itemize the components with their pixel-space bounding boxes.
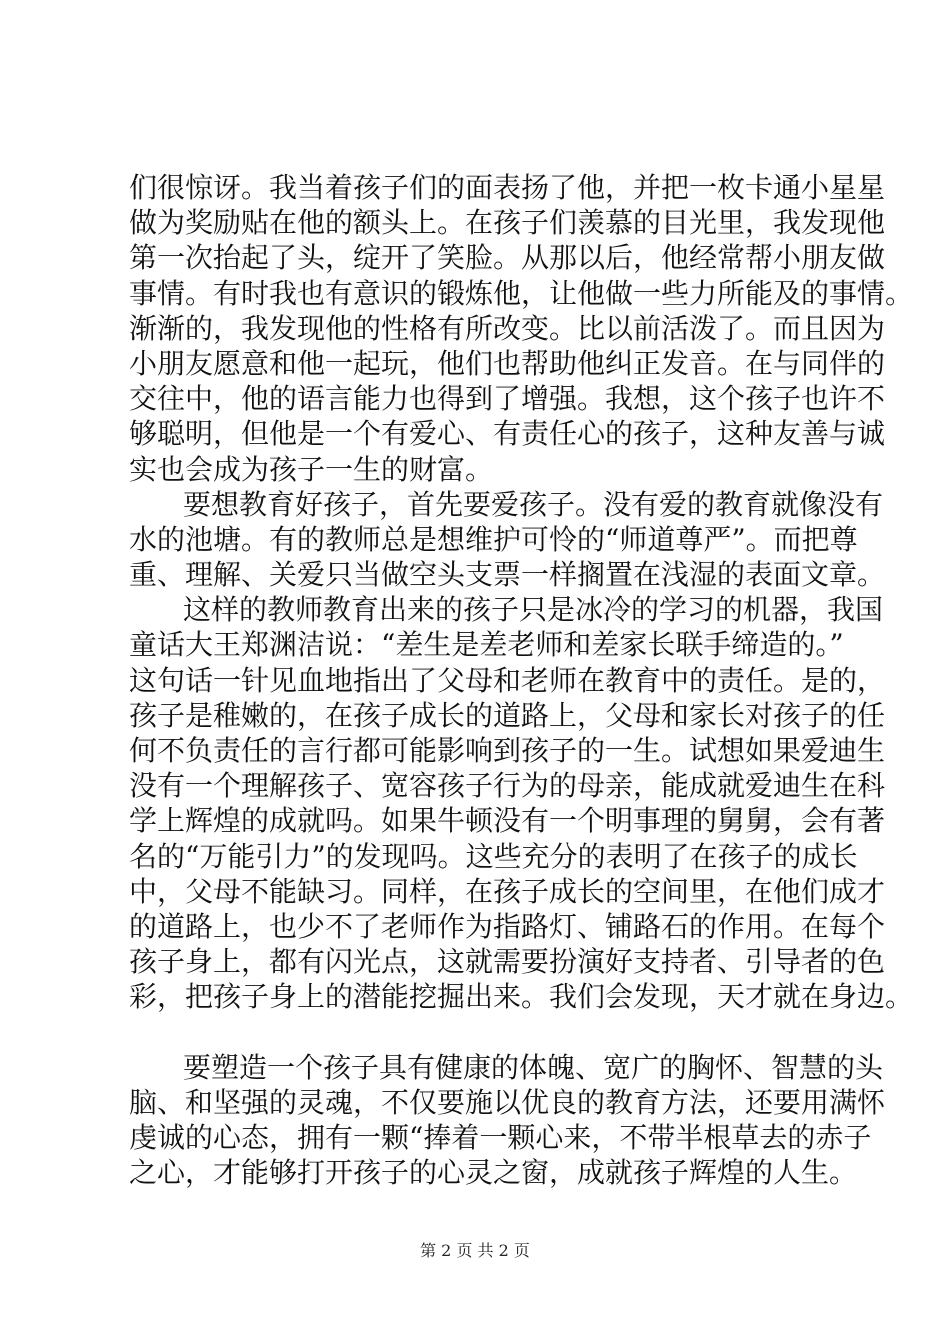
- text-line: 这句话一针见血地指出了父母和老师在教育中的责任。是的，: [129, 663, 886, 697]
- text-line: 的道路上，也少不了老师作为指路灯、铺路石的作用。在每个: [129, 909, 886, 943]
- text-line: 孩子身上，都有闪光点，这就需要扮演好支持者、引导者的色: [129, 945, 886, 979]
- text-line: 名的“万能引力”的发现吗。这些充分的表明了在孩子的成长: [129, 839, 858, 873]
- text-line: 小朋友愿意和他一起玩，他们也帮助他纠正发音。在与同伴的: [129, 346, 886, 380]
- text-line: 水的池塘。有的教师总是想维护可怜的“师道尊严”。而把尊: [129, 522, 858, 556]
- text-line: 虔诚的心态，拥有一颗“捧着一颗心来，不带半根草去的赤子: [129, 1121, 872, 1155]
- text-line: 第一次抬起了头，绽开了笑脸。从那以后，他经常帮小朋友做: [129, 241, 886, 275]
- page-number-label: 第 2 页 共 2 页: [420, 1241, 530, 1260]
- document-body: [129, 170, 914, 1190]
- text-line: 要塑造一个孩子具有健康的体魄、宽广的胸怀、智慧的头: [183, 1050, 884, 1084]
- text-line: 事情。有时我也有意识的锻炼他，让他做一些力所能及的事情。: [129, 276, 914, 310]
- text-line: 中，父母不能缺习。同样，在孩子成长的空间里，在他们成才: [129, 874, 886, 908]
- text-line: 实也会成为孩子一生的财富。: [129, 452, 494, 486]
- text-line: 彩，把孩子身上的潜能挖掘出来。我们会发现，天才就在身边。: [129, 980, 914, 1014]
- text-line: 重、理解、关爱只当做空头支票一样搁置在浅湿的表面文章。: [129, 558, 886, 592]
- paragraph-1: [129, 170, 914, 487]
- text-line: 渐渐的，我发现他的性格有所改变。比以前活泼了。而且因为: [129, 311, 886, 345]
- text-line: 这样的教师教育出来的孩子只是冰冷的学习的机器，我国: [183, 593, 884, 627]
- text-line: 交往中，他的语言能力也得到了增强。我想，这个孩子也许不: [129, 382, 886, 416]
- paragraph-2: [129, 487, 886, 593]
- text-line: 够聪明，但他是一个有爱心、有责任心的孩子，这种友善与诚: [129, 417, 886, 451]
- page-footer: [0, 1241, 950, 1261]
- text-line: 没有一个理解孩子、宽容孩子行为的母亲，能成就爱迪生在科: [129, 769, 886, 803]
- text-line: 做为奖励贴在他的额头上。在孩子们羡慕的目光里，我发现他: [129, 206, 886, 240]
- text-line: 脑、和坚强的灵魂，不仅要施以优良的教育方法，还要用满怀: [129, 1085, 886, 1119]
- text-line: 之心，才能够打开孩子的心灵之窗，成就孩子辉煌的人生。: [129, 1156, 858, 1190]
- paragraph-gap: [129, 1015, 849, 1050]
- paragraph-3: [129, 592, 914, 1014]
- text-line: 孩子是稚嫩的，在孩子成长的道路上，父母和家长对孩子的任: [129, 698, 886, 732]
- text-line: 学上辉煌的成就吗。如果牛顿没有一个明事理的舅舅，会有著: [129, 804, 886, 838]
- text-line: 们很惊讶。我当着孩子们的面表扬了他，并把一枚卡通小星星: [129, 171, 886, 204]
- paragraph-4: [129, 1050, 886, 1191]
- text-line: 童话大王郑渊洁说：“差生是差老师和差家长联手缔造的。”: [129, 628, 844, 662]
- text-line: 何不负责任的言行都可能影响到孩子的一生。试想如果爱迪生: [129, 734, 886, 767]
- text-line: 要想教育好孩子，首先要爱孩子。没有爱的教育就像没有: [183, 487, 884, 521]
